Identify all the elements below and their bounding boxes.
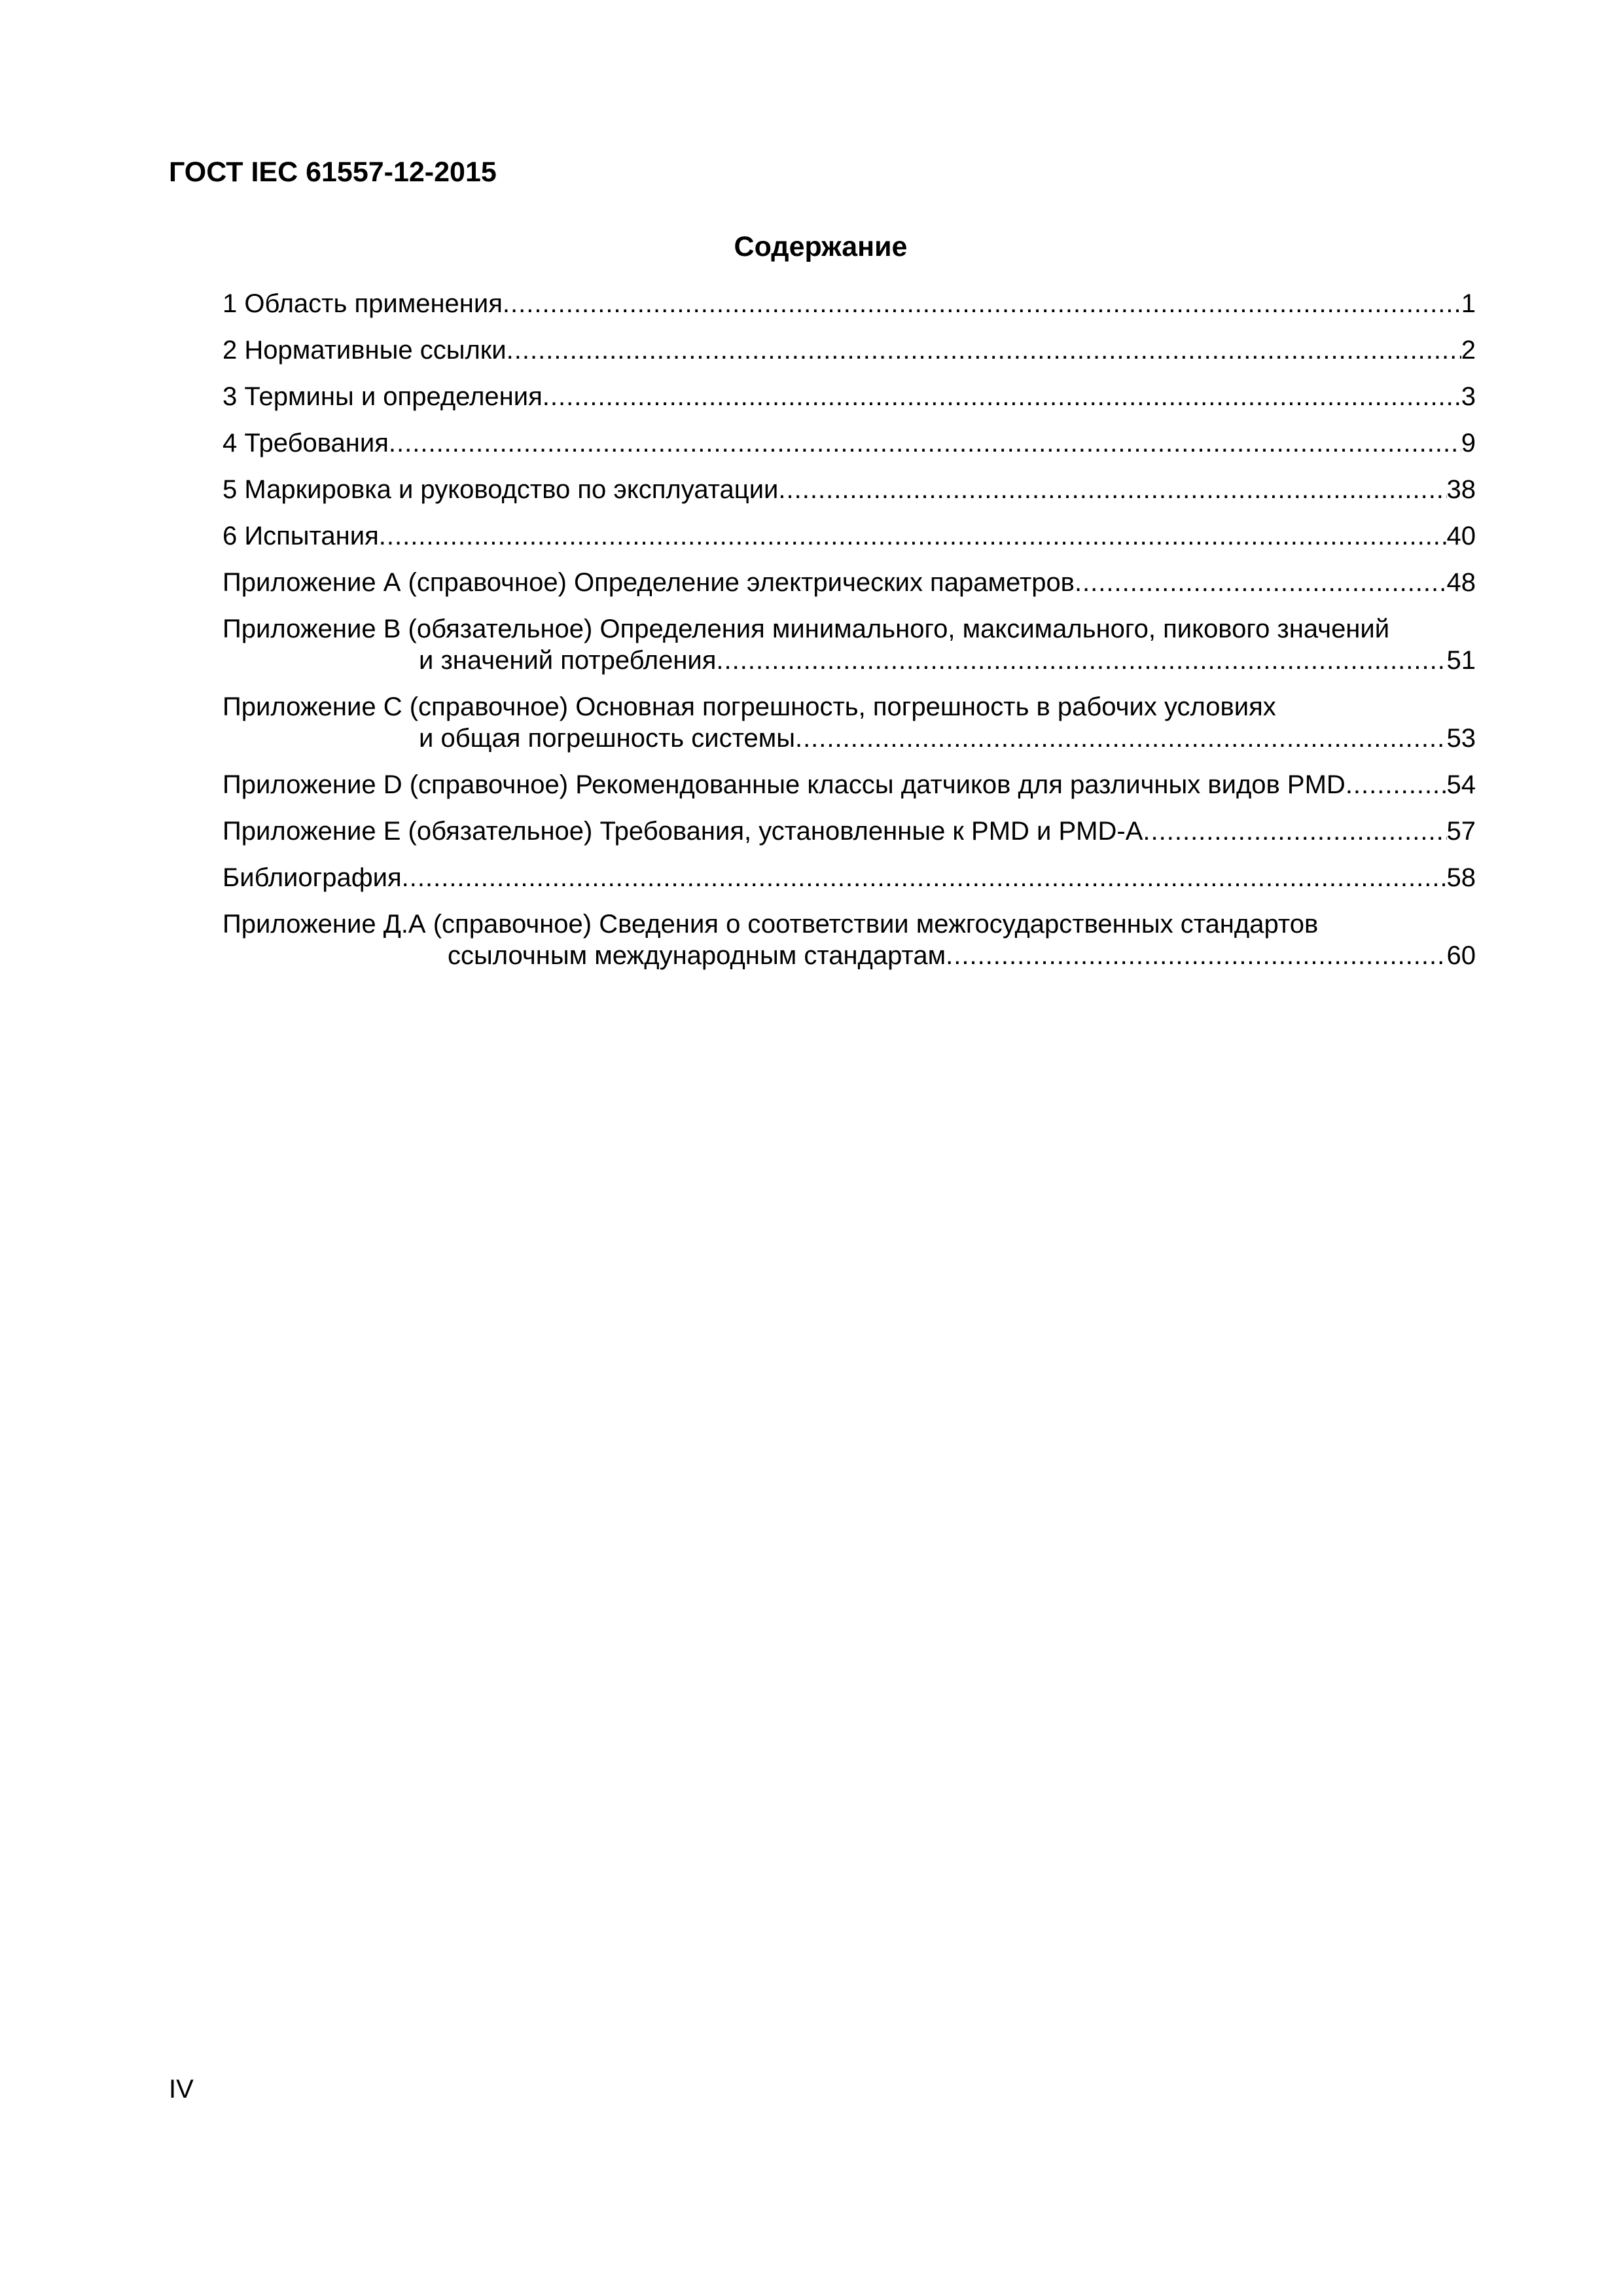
- toc-entry-label[interactable]: 6 Испытания: [223, 522, 379, 550]
- dot-leader: [1075, 567, 1447, 598]
- toc-entry-page: 51: [1446, 646, 1476, 675]
- toc-entry-page: 57: [1446, 817, 1476, 846]
- dot-leader: [402, 862, 1447, 893]
- toc-entry-page: 48: [1446, 568, 1476, 597]
- toc-entry-page: 58: [1446, 863, 1476, 892]
- dot-leader: [543, 381, 1461, 412]
- dot-leader: [503, 288, 1461, 319]
- toc-entry-section-2[interactable]: [223, 334, 1476, 366]
- toc-entry-label[interactable]: 5 Маркировка и руководство по эксплуатации: [223, 475, 779, 504]
- toc-entry-page: 3: [1461, 382, 1476, 411]
- toc-title: Содержание: [734, 231, 908, 262]
- toc-entry-page: 60: [1446, 941, 1476, 970]
- dot-leader: [1346, 769, 1447, 800]
- toc-entry-bibliography[interactable]: [223, 862, 1476, 893]
- dot-leader: [1143, 816, 1446, 847]
- toc-entry-label-continuation[interactable]: и значений потребления: [419, 646, 717, 675]
- toc-entry-page: 40: [1446, 522, 1476, 550]
- toc-entry-page: 53: [1446, 724, 1476, 753]
- dot-leader: [778, 474, 1446, 505]
- toc-entry-annex-a[interactable]: [223, 567, 1476, 598]
- toc-entry-label[interactable]: 3 Термины и определения: [223, 382, 543, 411]
- toc-entry-section-1[interactable]: [223, 288, 1476, 319]
- toc-entry-annex-c[interactable]: [223, 691, 1476, 754]
- toc-entry-label-continuation[interactable]: и общая погрешность системы: [419, 724, 795, 753]
- toc-entry-section-5[interactable]: [223, 474, 1476, 505]
- toc-entry-label[interactable]: Приложение Д.А (справочное) Сведения о соответствии межгосударственных стандартов: [223, 910, 1319, 939]
- toc-entry-label[interactable]: Приложение С (справочное) Основная погрешность, погрешность в рабочих условиях: [223, 692, 1276, 721]
- document-header: ГОСТ IEC 61557-12-2015: [169, 156, 497, 188]
- dot-leader: [946, 940, 1446, 971]
- toc-entry-section-4[interactable]: [223, 427, 1476, 459]
- toc-entry-page: 9: [1461, 429, 1476, 457]
- toc-entry-label[interactable]: 2 Нормативные ссылки: [223, 336, 507, 365]
- toc-entry-label[interactable]: Приложение D (справочное) Рекомендованные классы датчиков для различных видов PMD: [223, 770, 1346, 799]
- dot-leader: [507, 334, 1461, 366]
- dot-leader: [795, 723, 1447, 754]
- dot-leader: [716, 645, 1446, 676]
- toc-entry-section-3[interactable]: [223, 381, 1476, 412]
- toc-entry-label[interactable]: Библиография: [223, 863, 402, 892]
- toc-entry-page: 2: [1461, 336, 1476, 365]
- toc-entry-annex-d[interactable]: [223, 769, 1476, 800]
- toc-entry-label[interactable]: Приложение Е (обязательное) Требования, установленные к PMD и PMD-A: [223, 817, 1143, 846]
- toc-entry-label-continuation[interactable]: ссылочным международным стандартам: [448, 941, 946, 970]
- toc-entry-annex-b[interactable]: [223, 613, 1476, 676]
- page-number: IV: [169, 2075, 194, 2104]
- dot-leader: [389, 427, 1461, 459]
- toc-entry-label[interactable]: 1 Область применения: [223, 289, 503, 318]
- toc-entry-annex-e[interactable]: [223, 816, 1476, 847]
- table-of-contents: [223, 288, 1476, 986]
- dot-leader: [379, 520, 1447, 552]
- toc-entry-label[interactable]: Приложение А (справочное) Определение электрических параметров: [223, 568, 1075, 597]
- toc-entry-label[interactable]: 4 Требования: [223, 429, 389, 457]
- toc-entry-page: 54: [1446, 770, 1476, 799]
- toc-entry-annex-da[interactable]: [223, 908, 1476, 971]
- toc-entry-page: 38: [1446, 475, 1476, 504]
- toc-entry-section-6[interactable]: [223, 520, 1476, 552]
- toc-entry-page: 1: [1461, 289, 1476, 318]
- toc-entry-label[interactable]: Приложение В (обязательное) Определения минимального, максимального, пикового значений: [223, 615, 1390, 643]
